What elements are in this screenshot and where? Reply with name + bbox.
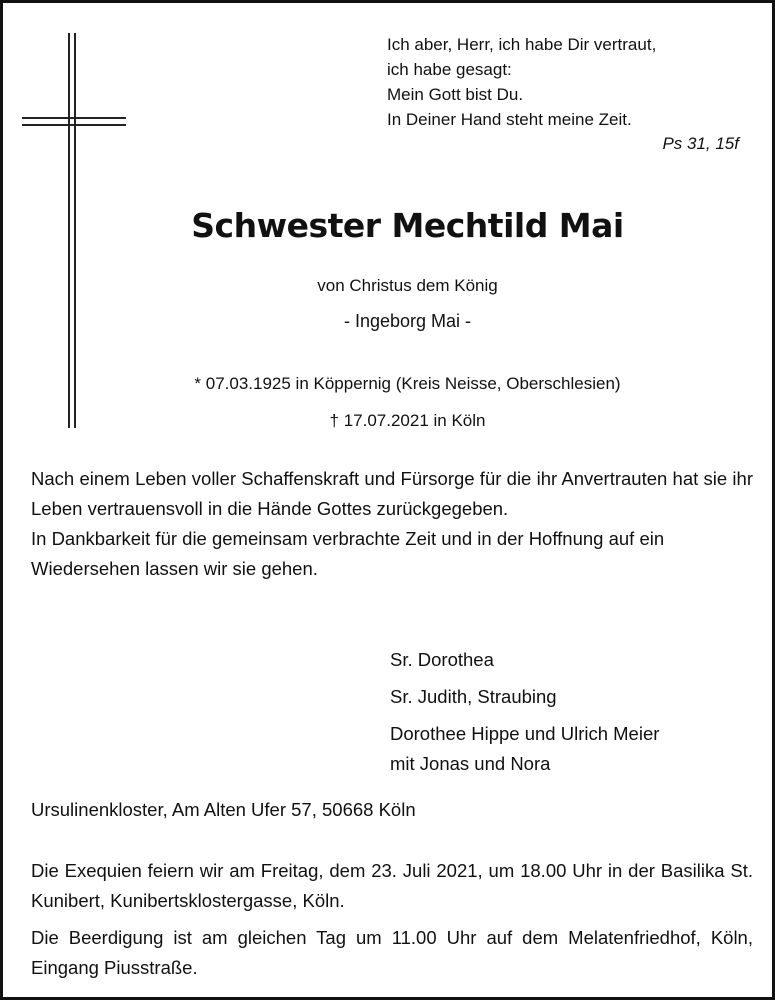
mourner: Sr. Dorothea <box>390 649 494 670</box>
burial-info: Die Beerdigung ist am gleichen Tag um 11.00 Uhr auf dem Melatenfriedhof, Köln, Eingang Piusstraße. <box>31 927 753 978</box>
mourners-list <box>390 645 659 779</box>
mourner: Sr. Judith, Straubing <box>390 686 557 707</box>
psalm-line: Mein Gott bist Du. <box>387 85 524 104</box>
mourner: mit Jonas und Nora <box>390 753 551 774</box>
psalm-quote <box>387 32 747 156</box>
psalm-line: Ich aber, Herr, ich habe Dir vertraut, <box>387 35 657 54</box>
obituary-paragraph: In Dankbarkeit für die gemeinsam verbrachte Zeit und in der Hoffnung auf ein Wiedersehen lassen wir sie gehen. <box>31 528 665 579</box>
birth-info: * 07.03.1925 in Köppernig (Kreis Neisse, Oberschlesien) <box>194 374 621 393</box>
mourner: Dorothee Hippe und Ulrich Meier <box>390 723 660 744</box>
psalm-line: ich habe gesagt: <box>387 60 512 79</box>
psalm-line: In Deiner Hand steht meine Zeit. <box>387 110 632 129</box>
exequien-info: Die Exequien feiern wir am Freitag, dem 23. Juli 2021, um 18.00 Uhr in der Basilika St. Kunibert, Kunibertsklostergasse, Köln. <box>31 860 753 911</box>
psalm-reference: Ps 31, 15f <box>662 134 739 153</box>
address: Ursulinenkloster, Am Alten Ufer 57, 50668 Köln <box>31 799 416 820</box>
deceased-name: Schwester Mechtild Mai <box>191 206 624 245</box>
death-info: † 17.07.2021 in Köln <box>329 411 486 430</box>
religious-order: von Christus dem König <box>317 276 498 295</box>
birth-name: - Ingeborg Mai - <box>343 311 472 331</box>
obituary-text <box>31 464 753 584</box>
obituary-paragraph: Nach einem Leben voller Schaffenskraft und Fürsorge für die ihr Anvertrauten hat sie ihr Leben vertrauensvoll in die Hände Gottes zurückgegeben. <box>31 468 753 519</box>
service-info <box>31 856 753 983</box>
